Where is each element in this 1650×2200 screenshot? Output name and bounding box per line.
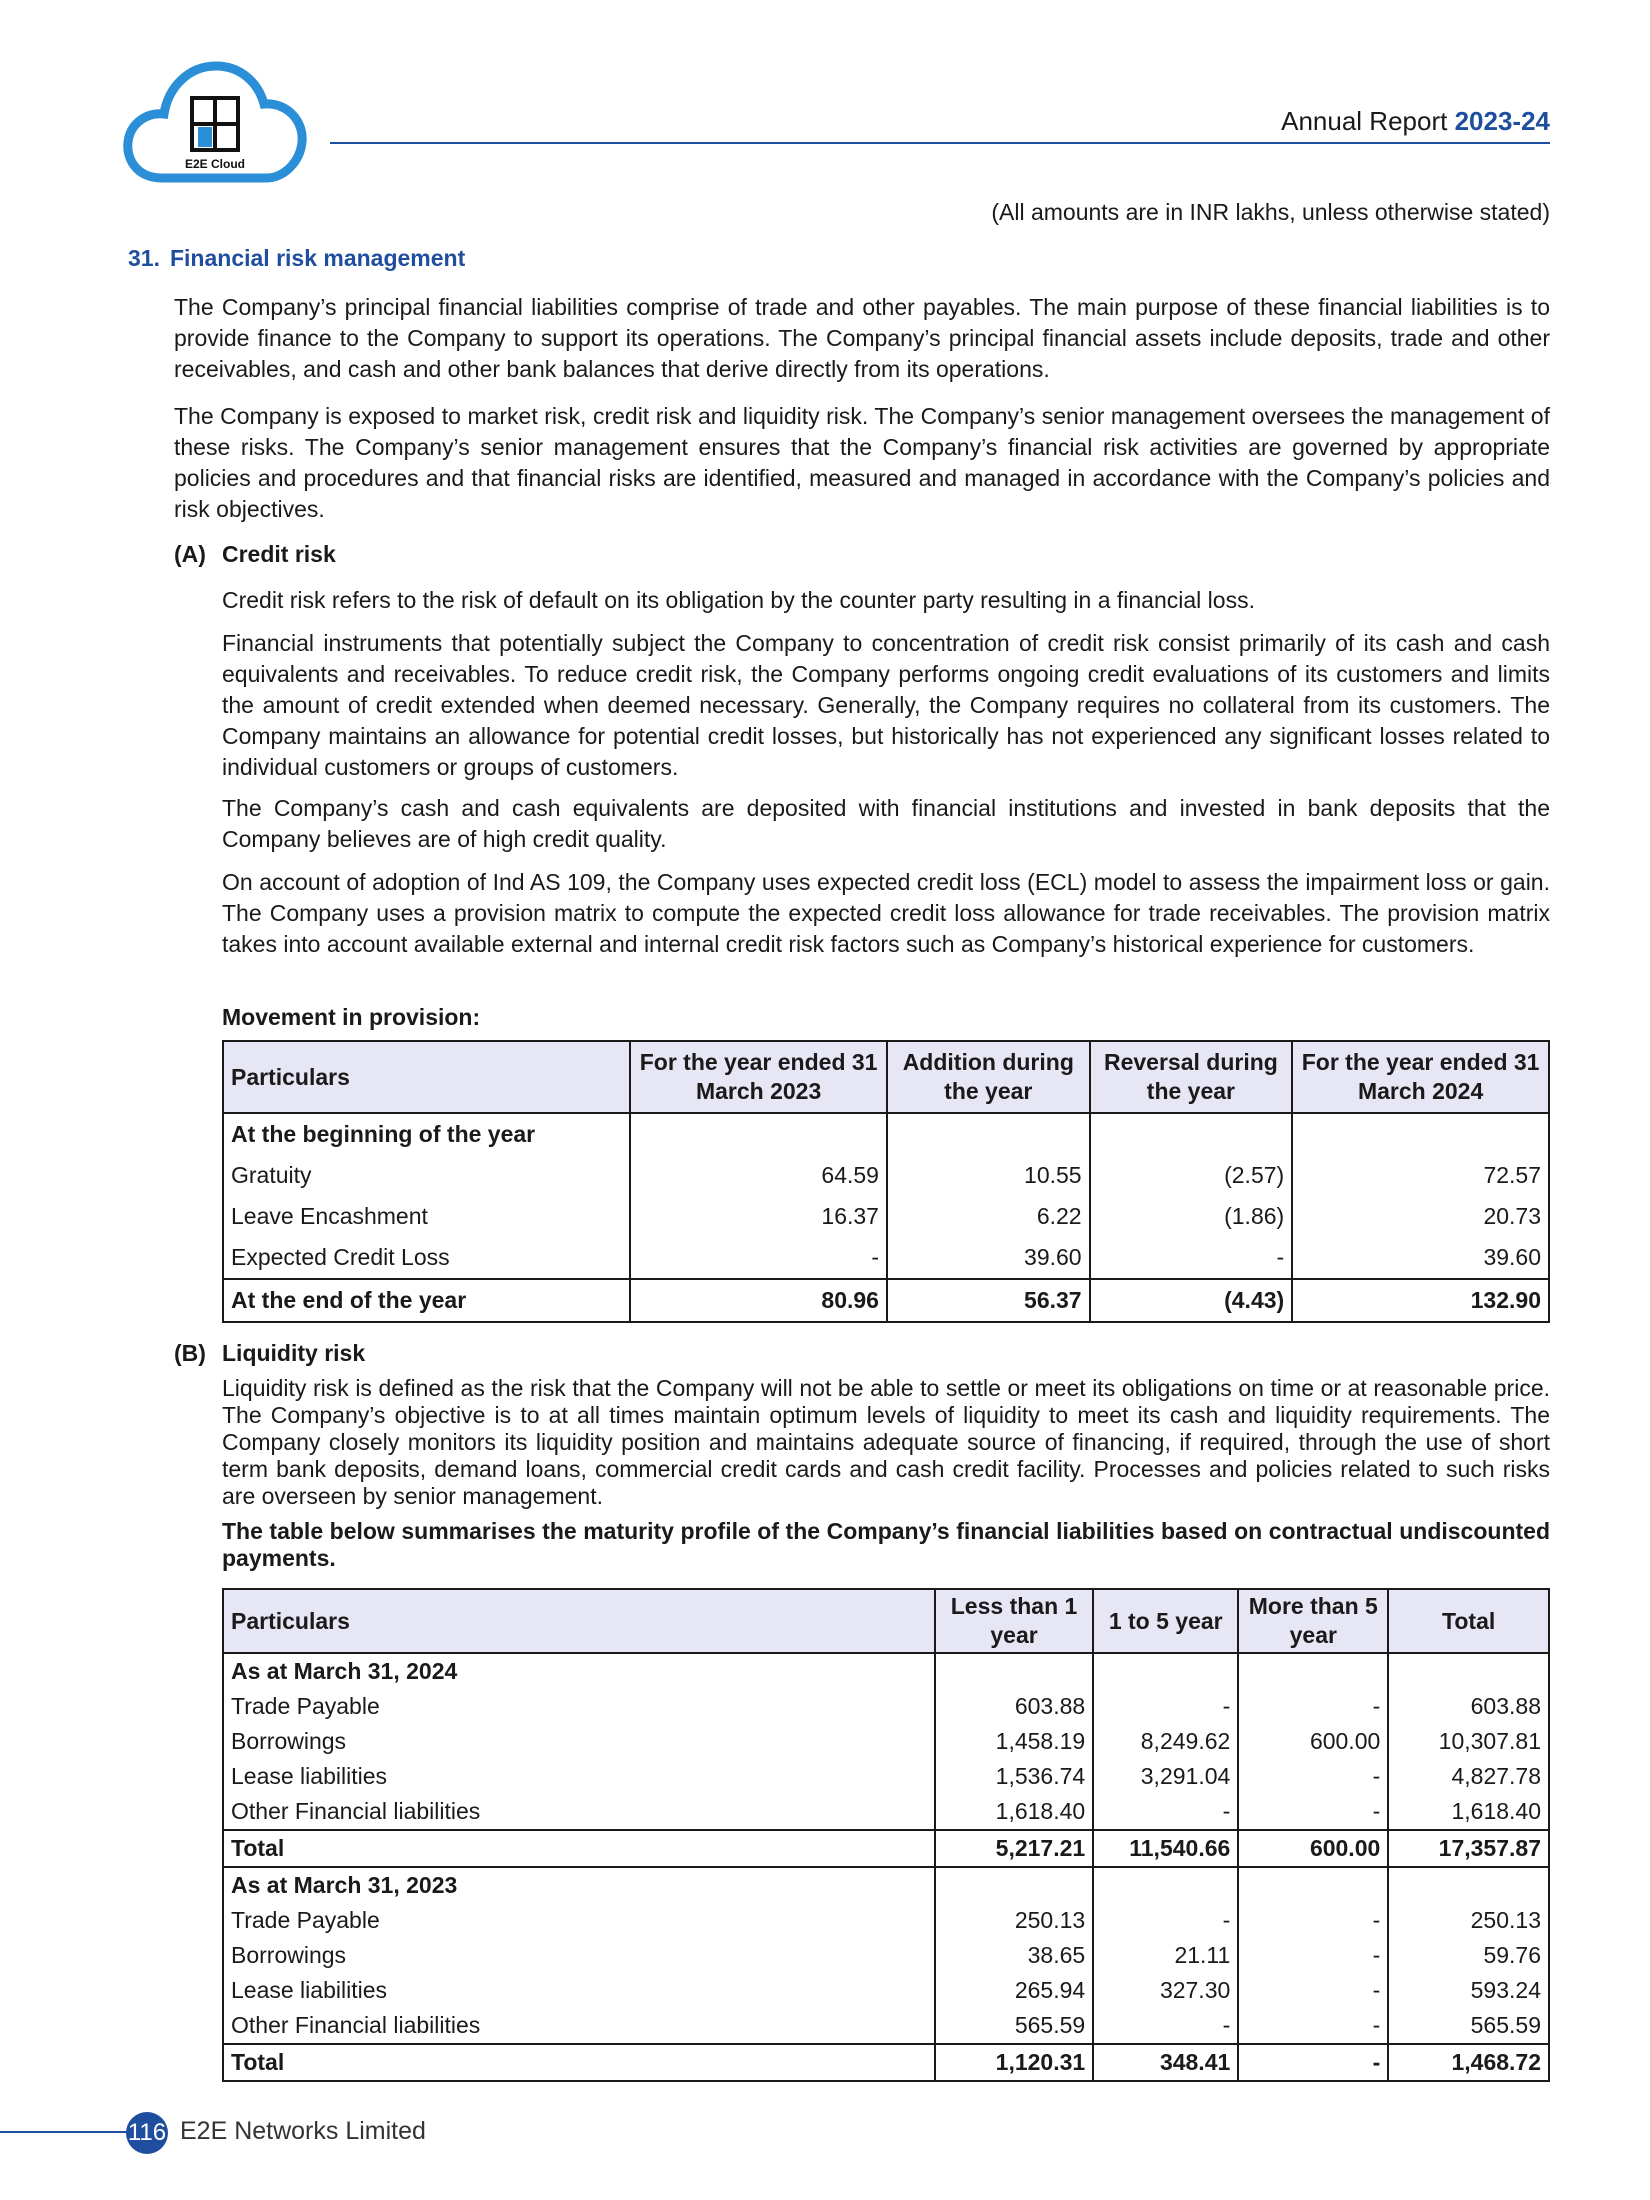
provision-table <box>222 1040 1550 1323</box>
liquidity-risk-heading: (B) Liquidity risk <box>174 1340 366 1366</box>
table-cell: 1,468.72 <box>1388 2044 1549 2081</box>
table-cell: - <box>630 1237 887 1279</box>
table-cell: 10.55 <box>887 1155 1090 1196</box>
table-cell: 250.13 <box>935 1903 1093 1938</box>
table-cell: Lease liabilities <box>223 1759 935 1794</box>
table-row <box>223 1196 1549 1237</box>
column-header: Particulars <box>223 1041 630 1113</box>
table-cell: 39.60 <box>887 1237 1090 1279</box>
group-label: As at March 31, 2024 <box>223 1653 935 1689</box>
section-heading: 31. Financial risk management <box>128 245 466 271</box>
page-number: 116 <box>126 2112 168 2154</box>
table-row <box>223 1867 1549 1903</box>
table-cell: - <box>1238 1938 1388 1973</box>
table-cell: (4.43) <box>1090 1279 1293 1322</box>
table-cell: - <box>1238 2008 1388 2044</box>
table-cell: Trade Payable <box>223 1903 935 1938</box>
group-label: As at March 31, 2023 <box>223 1867 935 1903</box>
column-header: For the year ended 31 March 2023 <box>630 1041 887 1113</box>
table-cell: 565.59 <box>1388 2008 1549 2044</box>
table-cell: Borrowings <box>223 1724 935 1759</box>
table-cell: Expected Credit Loss <box>223 1237 630 1279</box>
table-row <box>223 1689 1549 1724</box>
table-cell: 8,249.62 <box>1093 1724 1238 1759</box>
table-cell: 80.96 <box>630 1279 887 1322</box>
table-cell: - <box>1093 2008 1238 2044</box>
credit-risk-heading: (A) Credit risk <box>174 541 336 567</box>
header-divider <box>330 142 1550 144</box>
table-row <box>223 1938 1549 1973</box>
table-row <box>223 1903 1549 1938</box>
table-cell: Borrowings <box>223 1938 935 1973</box>
table-cell: 603.88 <box>935 1689 1093 1724</box>
column-header: 1 to 5 year <box>1093 1589 1238 1653</box>
table-cell: 11,540.66 <box>1093 1830 1238 1867</box>
table-cell: (1.86) <box>1090 1196 1293 1237</box>
table-cell: Leave Encashment <box>223 1196 630 1237</box>
table-cell: - <box>1093 1794 1238 1830</box>
table-row <box>223 1155 1549 1196</box>
table-cell: - <box>1238 1903 1388 1938</box>
column-header: Reversal during the year <box>1090 1041 1293 1113</box>
table-cell: - <box>1238 1759 1388 1794</box>
table-cell: 265.94 <box>935 1973 1093 2008</box>
column-header: More than 5 year <box>1238 1589 1388 1653</box>
table-cell: 4,827.78 <box>1388 1759 1549 1794</box>
table-cell: Total <box>223 2044 935 2081</box>
table-cell: 132.90 <box>1292 1279 1549 1322</box>
table-cell: 64.59 <box>630 1155 887 1196</box>
table-row <box>223 1759 1549 1794</box>
table-cell: 1,618.40 <box>1388 1794 1549 1830</box>
table-cell: Gratuity <box>223 1155 630 1196</box>
table-cell: 250.13 <box>1388 1903 1549 1938</box>
table-cell: 1,618.40 <box>935 1794 1093 1830</box>
table-cell: 1,120.31 <box>935 2044 1093 2081</box>
total-row <box>223 2044 1549 2081</box>
intro-paragraph-2: The Company is exposed to market risk, credit risk and liquidity risk. The Company’s senior management oversees the management of these risks. The Company’s senior management ensures that the Company’s financial risk activities are governed by appropriate policies and procedures and that financial risks are identified, measured and managed in accordance with the Company’s policies and risk objectives. <box>174 403 1550 522</box>
table-row <box>223 1653 1549 1689</box>
credit-paragraph-3: The Company’s cash and cash equivalents are deposited with financial institutions and invested in bank deposits that the Company believes are of high credit quality. <box>222 795 1550 852</box>
group-label: At the beginning of the year <box>223 1113 630 1155</box>
table-cell: 39.60 <box>1292 1237 1549 1279</box>
table-cell: 16.37 <box>630 1196 887 1237</box>
table-cell: - <box>1093 1689 1238 1724</box>
table-cell: 6.22 <box>887 1196 1090 1237</box>
table-row <box>223 1973 1549 2008</box>
table-cell: (2.57) <box>1090 1155 1293 1196</box>
table-row <box>223 1113 1549 1155</box>
column-header: Less than 1 year <box>935 1589 1093 1653</box>
column-header: Particulars <box>223 1589 935 1653</box>
table-cell: - <box>1238 1794 1388 1830</box>
credit-paragraph-2: Financial instruments that potentially subject the Company to concentration of credit risk consist primarily of its cash and cash equivalents and receivables. To reduce credit risk, the Company performs ongoing credit evaluations of its customers and limits the amount of credit extended when deemed necessary. Generally, the Company requires no collateral from its customers. The Company maintains an allowance for potential credit losses, but historically has not experienced any significant losses related to individual customers or groups of customers. <box>222 630 1550 780</box>
maturity-table <box>222 1588 1550 2082</box>
table-cell: 603.88 <box>1388 1689 1549 1724</box>
table-cell: At the end of the year <box>223 1279 630 1322</box>
table-cell: 1,458.19 <box>935 1724 1093 1759</box>
table-cell: Lease liabilities <box>223 1973 935 2008</box>
cloud-logo-icon <box>122 58 308 188</box>
table-cell: 565.59 <box>935 2008 1093 2044</box>
table-cell: 600.00 <box>1238 1830 1388 1867</box>
table-cell: 59.76 <box>1388 1938 1549 1973</box>
table-row <box>223 2008 1549 2044</box>
table-cell: Other Financial liabilities <box>223 1794 935 1830</box>
table-cell: 72.57 <box>1292 1155 1549 1196</box>
table-cell: - <box>1238 1689 1388 1724</box>
footer-divider <box>0 2131 130 2133</box>
table-cell: 56.37 <box>887 1279 1090 1322</box>
table-cell: - <box>1238 1973 1388 2008</box>
table-cell: 17,357.87 <box>1388 1830 1549 1867</box>
table-cell: - <box>1093 1903 1238 1938</box>
table-cell: 600.00 <box>1238 1724 1388 1759</box>
credit-paragraph-1: Credit risk refers to the risk of default on its obligation by the counter party resulting in a financial loss. <box>222 587 1255 613</box>
table-cell: Trade Payable <box>223 1689 935 1724</box>
table-cell: 10,307.81 <box>1388 1724 1549 1759</box>
table-cell: 5,217.21 <box>935 1830 1093 1867</box>
table-cell: 327.30 <box>1093 1973 1238 2008</box>
intro-paragraph-1: The Company’s principal financial liabilities comprise of trade and other payables. The main purpose of these financial liabilities is to provide finance to the Company to support its operations. The Company’s principal financial assets include deposits, trade and other receivables, and cash and other bank balances that derive directly from its operations. <box>174 294 1550 382</box>
table-row <box>223 1724 1549 1759</box>
liquidity-paragraph: Liquidity risk is defined as the risk that the Company will not be able to settle or meet its obligations on time or at reasonable price. The Company’s objective is to at all times maintain optimum levels of liquidity to meet its cash and liquidity requirements. The Company closely monitors its liquidity position and maintains adequate source of financing, if required, through the use of short term bank deposits, demand loans, commercial credit cards and cash credit facility. Processes and policies related to such risks are overseen by senior management. <box>222 1375 1550 1509</box>
total-row <box>223 1279 1549 1322</box>
table-cell: 20.73 <box>1292 1196 1549 1237</box>
table-cell: 21.11 <box>1093 1938 1238 1973</box>
movement-in-provision-title: Movement in provision: <box>222 1004 481 1030</box>
table-cell: 38.65 <box>935 1938 1093 1973</box>
amounts-note: (All amounts are in INR lakhs, unless otherwise stated) <box>991 199 1550 225</box>
maturity-intro: The table below summarises the maturity profile of the Company’s financial liabilities based on contractual undiscounted payments. <box>222 1518 1550 1571</box>
credit-paragraph-4: On account of adoption of Ind AS 109, the Company uses expected credit loss (ECL) model to assess the impairment loss or gain. The Company uses a provision matrix to compute the expected credit loss allowance for trade receivables. The provision matrix takes into account available external and internal credit risk factors such as Company’s historical experience for customers. <box>222 869 1550 957</box>
table-cell: - <box>1238 2044 1388 2081</box>
table-cell: 3,291.04 <box>1093 1759 1238 1794</box>
column-header: Addition during the year <box>887 1041 1090 1113</box>
table-cell: 1,536.74 <box>935 1759 1093 1794</box>
report-title: Annual Report 2023-24 <box>1281 106 1550 136</box>
table-row <box>223 1794 1549 1830</box>
table-row <box>223 1237 1549 1279</box>
table-cell: - <box>1090 1237 1293 1279</box>
total-row <box>223 1830 1549 1867</box>
company-logo <box>122 58 308 188</box>
table-cell: 593.24 <box>1388 1973 1549 2008</box>
table-cell: Other Financial liabilities <box>223 2008 935 2044</box>
table-cell: 348.41 <box>1093 2044 1238 2081</box>
column-header: For the year ended 31 March 2024 <box>1292 1041 1549 1113</box>
table-cell: Total <box>223 1830 935 1867</box>
column-header: Total <box>1388 1589 1549 1653</box>
footer-company-name: E2E Networks Limited <box>180 2117 426 2145</box>
svg-text:E2E Cloud: E2E Cloud <box>184 157 246 171</box>
